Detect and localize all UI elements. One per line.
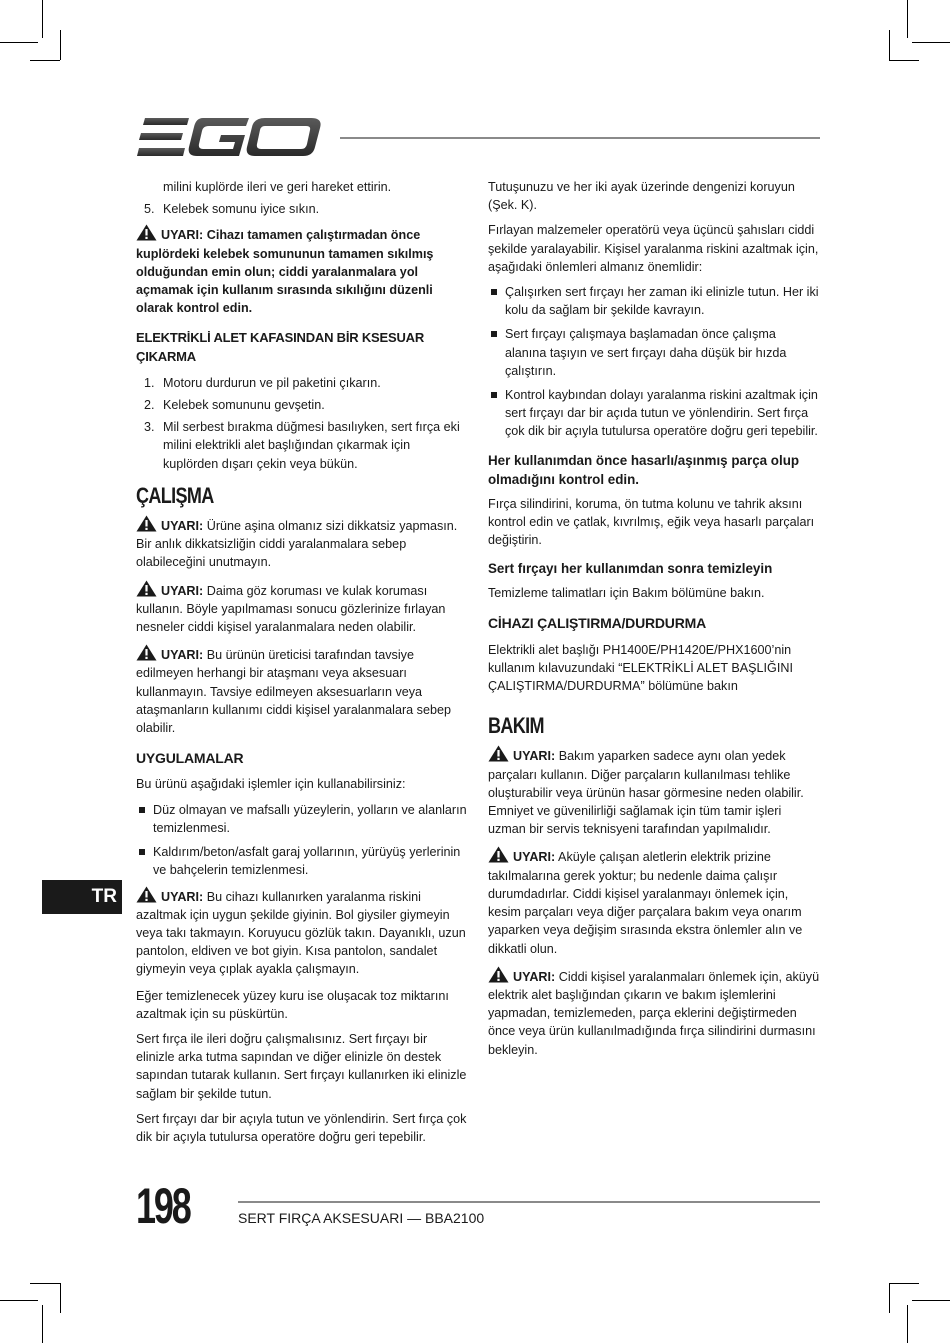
crop-mark: [889, 60, 919, 61]
warning-paragraph: [136, 644, 468, 737]
crop-mark: [30, 1283, 60, 1284]
warning-text: Bu cihazı kullanırken yaralanma riskini azaltmak için uygun şekilde giyinin. Bol giysiler giymeyin veya takı takmayın. Koruyucu gözlük takın. Dayanıklı, uzun pantolon, eldiven ve bot giyin. Kısa pantolon, sandalet giymeyin veya çıplak ayakla çalışmayın.: [136, 889, 466, 977]
bullet-icon: [491, 289, 497, 295]
step-number: 5.: [144, 202, 155, 217]
bullet-icon: [491, 392, 497, 398]
paragraph: Temizleme talimatları için Bakım bölümüne bakın.: [488, 586, 765, 601]
warning-triangle-icon: [488, 745, 509, 762]
step-text: milini kuplörde ileri ve geri hareket ettirin.: [163, 180, 392, 194]
warning-text: Bu ürünün üreticisi tarafından tavsiye edilmeyen herhangi bir ataşmanı veya aksesuarı kullanmayın. Tavsiye edilmeyen aksesuarların veya ataşmanların kullanımı ciddi kişisel yaralanmalara sebep olabilir.: [136, 648, 451, 736]
step-number: 1.: [144, 375, 155, 390]
safety-bullets: [488, 283, 820, 441]
warning-paragraph: [488, 966, 820, 1059]
paragraph: Tutuşunuzu ve her iki ayak üzerinde dengenizi koruyun (Şek. K).: [488, 180, 795, 213]
crop-mark: [42, 1305, 43, 1343]
warning-label: UYARI:: [161, 889, 204, 904]
crop-mark: [0, 1300, 38, 1301]
list-item: [136, 418, 468, 473]
page-number: 198: [136, 1178, 190, 1234]
list-item: [136, 178, 468, 196]
crop-mark: [907, 0, 908, 38]
right-column: [488, 178, 820, 1067]
crop-mark: [912, 1300, 950, 1301]
warning-paragraph: [136, 580, 468, 637]
section-heading: UYGULAMALAR: [136, 750, 244, 767]
left-column: [136, 178, 468, 1153]
warning-triangle-icon: [488, 966, 509, 983]
list-text: Kaldırım/beton/asfalt garaj yollarının, yürüyüş yerlerinin ve bahçelerin temizlenmesi.: [153, 845, 461, 878]
warning-label: UYARI:: [513, 850, 556, 865]
section-heading: CİHAZI ÇALIŞTIRMA/DURDURMA: [488, 615, 707, 632]
section-heading: ELEKTRİKLİ ALET KAFASINDAN BİR KSESUAR ÇIKARMA: [136, 330, 425, 364]
warning-triangle-icon: [136, 580, 157, 597]
bullet-icon: [139, 807, 145, 813]
list-text: Çalışırken sert fırçayı her zaman iki elinizle tutun. Her iki kolu da sağlam bir şekilde kavrayın.: [505, 285, 819, 318]
section-heading: Sert fırçayı her kullanımdan sonra temizleyin: [488, 561, 773, 577]
crop-mark: [0, 42, 38, 43]
applications-list: [136, 801, 468, 880]
warning-label: UYARI:: [161, 519, 204, 534]
footer-title: SERT FIRÇA AKSESUARI — BBA2100: [238, 1210, 485, 1226]
warning-label: UYARI:: [161, 583, 204, 598]
paragraph: Bu ürünü aşağıdaki işlemler için kullanabilirsiniz:: [136, 777, 406, 792]
warning-label: UYARI:: [161, 648, 204, 663]
warning-text: Aküyle çalışan aletlerin elektrik prizine takılmalarına gerek yoktur; bu nedenle daima çalışır durumdadırlar. Ciddi kişisel yaralanmayı önlemek için, kesim parçaları veya diğer parçalara bakım veya onarım yaparken veya değişim sırasında ekstra önlemler alın ve dikkatli olun.: [488, 850, 803, 956]
crop-mark: [30, 60, 60, 61]
crop-mark: [60, 1283, 61, 1313]
paragraph: Sert fırça ile ileri doğru çalışmalısınız. Sert fırçayı bir elinizle arka tutma sapından ve diğer elinizle ön destek sapından tutarak kullanın. Sert fırçayı kullanırken iki elinizle sağlam bir şekilde tutun.: [136, 1031, 467, 1101]
warning-triangle-icon: [136, 224, 157, 241]
warning-paragraph: [488, 846, 820, 957]
crop-mark: [912, 42, 950, 43]
warning-text: Bakım yaparken sadece aynı olan yedek parçaları kullanın. Diğer parçaların kullanılması tehlike oluşturabilir veya ürünün hasar görmesine neden olabilir. Emniyet ve güvenilirliği sağlamak için tüm tamir işleri uzman bir servis teknisyeni tarafından yapılmalıdır.: [488, 749, 804, 837]
warning-triangle-icon: [488, 846, 509, 863]
bullet-icon: [491, 331, 497, 337]
step-text: Mil serbest bırakma düğmesi basılıyken, sert fırça eki milini elektrikli alet başlığından çıkarmak için kuplörden dışarı çekin veya bükün.: [163, 420, 460, 471]
section-title: ÇALIŞMA: [136, 482, 214, 508]
warning-text: Ciddi kişisel yaralanmaları önlemek için, aküyü elektrik alet başlığından çıkarın ve bakım işlemlerini yapmadan, temizlemeden, parça eklerini değiştirmeden önce veya ürün kullanılmadığında fırça silindirini durmasını bekleyin.: [488, 969, 820, 1057]
header-rule: [340, 137, 820, 139]
crop-mark: [42, 0, 43, 38]
step-number: 3.: [144, 420, 155, 435]
section-title: BAKIM: [488, 713, 544, 739]
warning-text: Cihazı tamamen çalıştırmadan önce kuplördeki kelebek somununun tamamen sıkılmış olduğundan emin olun; ciddi yaralanmalara yol açmamak için kullanım sırasında sıkılığını düzenli olarak kontrol edin.: [136, 228, 434, 316]
paragraph: Elektrikli alet başlığı PH1400E/PH1420E/PHX1600’nin kullanım kılavuzundaki “ELEKTRİKLİ ALET BAŞLIĞINI ÇALIŞTIRMA/DURDURMA” bölümüne bakın: [488, 642, 793, 694]
paragraph: Fırlayan malzemeler operatörü veya üçüncü şahısları ciddi şekilde yaralayabilir. Kişisel yaralanma riskini azaltmak için, aşağıdaki önlemleri almanız önemlidir:: [488, 223, 819, 274]
paragraph: Eğer temizlenecek yüzey kuru ise oluşacak toz miktarını azaltmak için su püskürtün.: [136, 988, 449, 1021]
step-number: 2.: [144, 398, 155, 413]
warning-paragraph: [136, 515, 468, 572]
warning-triangle-icon: [136, 644, 157, 661]
step-text: Kelebek somununu gevşetin.: [163, 398, 325, 413]
list-text: Sert fırçayı çalışmaya başlamadan önce çalışma alanına taşıyın ve sert fırçayı daha düşük bir hızda çalıştırın.: [505, 327, 787, 378]
step-text: Motoru durdurun ve pil paketini çıkarın.: [163, 375, 381, 390]
paragraph: Fırça silindirini, koruma, ön tutma kolunu ve tahrik aksını kontrol edin ve çatlak, kıvrılmış, eğik veya hasarlı parçaları değiştirin.: [488, 496, 815, 548]
ego-logo: [137, 116, 321, 158]
warning-paragraph: [488, 745, 820, 838]
paragraph: Sert fırçayı dar bir açıyla tutun ve yönlendirin. Sert fırça çok dik bir açıyla tutulursa operatöre doğru geri tepebilir.: [136, 1111, 467, 1144]
list-item: [136, 200, 468, 218]
crop-mark: [889, 1283, 890, 1313]
crop-mark: [907, 1305, 908, 1343]
install-steps-continued: [136, 178, 468, 218]
warning-paragraph: [136, 886, 468, 979]
list-item: [488, 386, 820, 441]
list-item: [136, 843, 468, 879]
list-item: [136, 374, 468, 392]
list-item: [488, 283, 820, 319]
list-item: [136, 801, 468, 837]
section-heading: Her kullanımdan önce hasarlı/aşınmış parça olup olmadığını kontrol edin.: [488, 452, 800, 487]
crop-mark: [60, 30, 61, 60]
crop-mark: [889, 1283, 919, 1284]
footer-rule: [238, 1201, 820, 1203]
step-text: Kelebek somunu iyice sıkın.: [163, 202, 320, 217]
warning-label: UYARI:: [513, 749, 556, 764]
warning-paragraph: [136, 224, 468, 317]
warning-triangle-icon: [136, 515, 157, 532]
warning-label: UYARI:: [161, 228, 204, 243]
warning-text: Daima göz koruması ve kulak koruması kullanın. Böyle yapılmaması sonucu gözlerinize fırlayan nesneler ciddi kişisel yaralanmalara neden olabilir.: [136, 583, 446, 635]
remove-steps: [136, 374, 468, 473]
list-item: [488, 325, 820, 380]
list-text: Düz olmayan ve mafsallı yüzeylerin, yolların ve alanların temizlenmesi.: [153, 802, 467, 835]
language-tab: TR: [42, 880, 122, 914]
crop-mark: [889, 30, 890, 60]
list-item: [136, 396, 468, 414]
warning-text: Ürüne aşina olmanız sizi dikkatsiz yapmasın. Bir anlık dikkatsizliğin ciddi yaralanmalara sebep olabileceğini unutmayın.: [136, 519, 458, 570]
bullet-icon: [139, 849, 145, 855]
list-text: Kontrol kaybından dolayı yaralanma riskini azaltmak için sert fırçayı dar bir açıda tutun ve yönlendirin. Sert fırça çok dik bir açıyla tutulursa operatöre doğru geri tepebilir.: [505, 388, 818, 439]
warning-label: UYARI:: [513, 969, 556, 984]
warning-triangle-icon: [136, 886, 157, 903]
